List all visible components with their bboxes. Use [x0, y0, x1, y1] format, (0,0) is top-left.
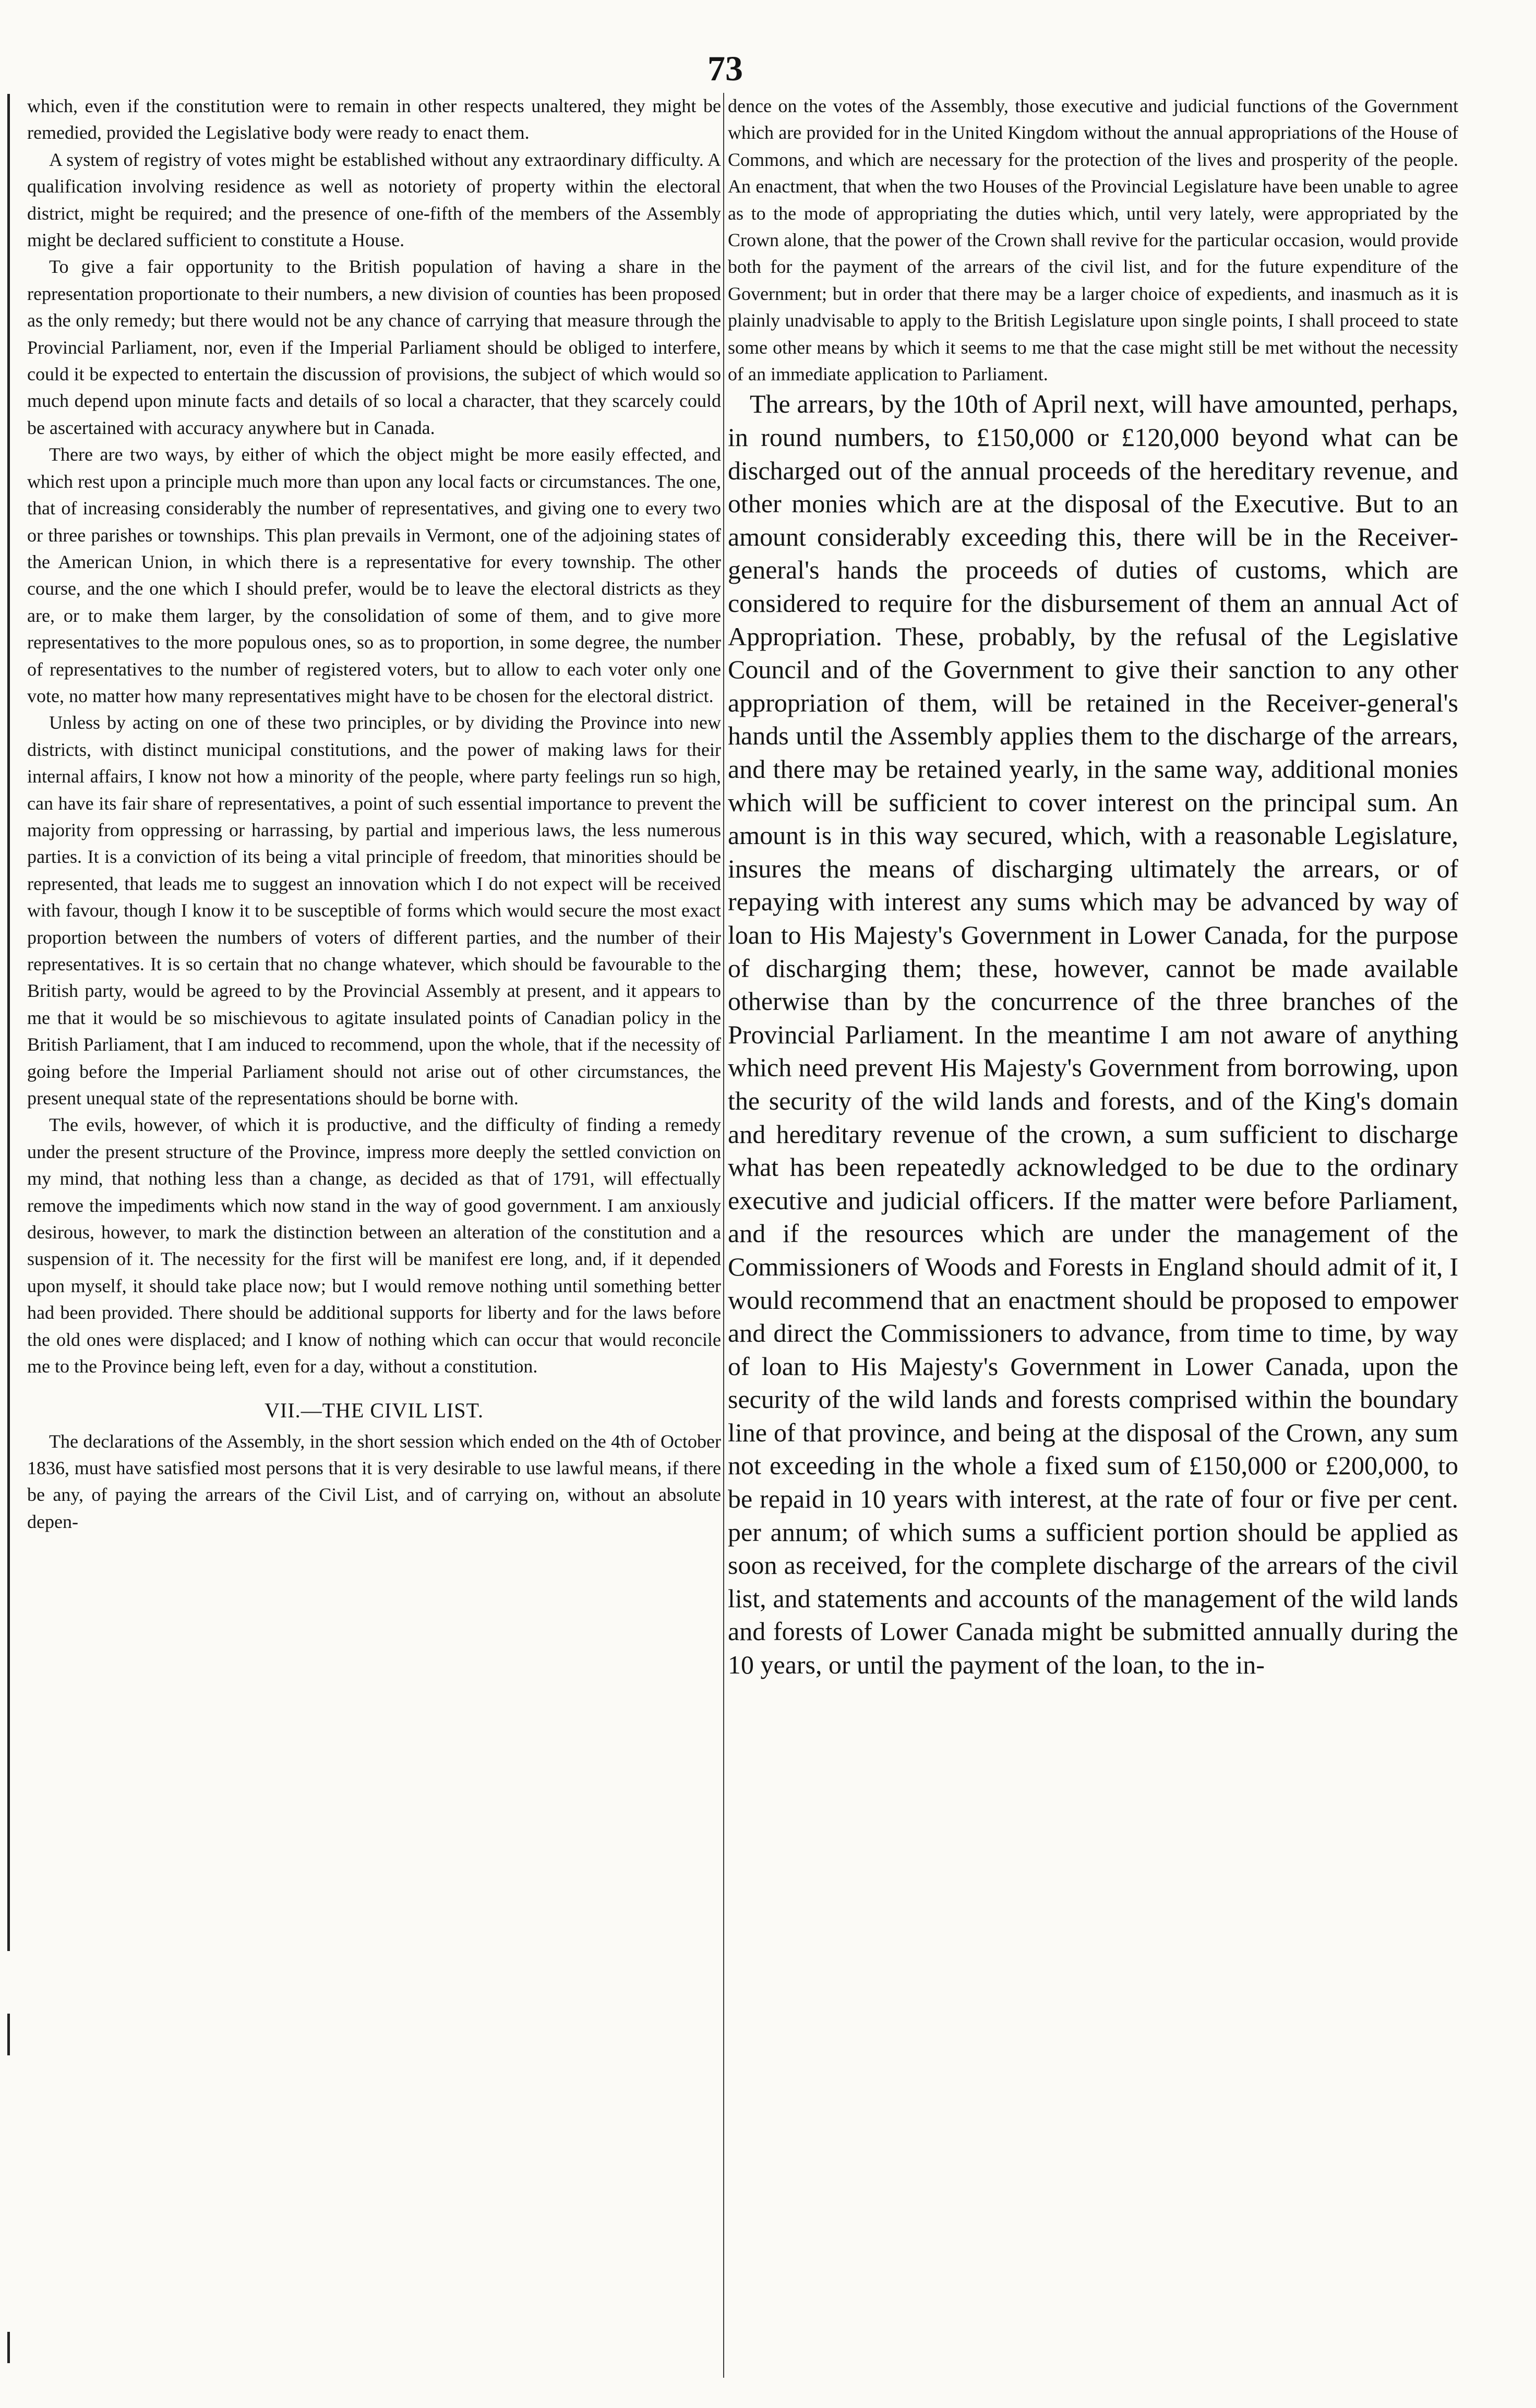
margin-scan-mark-upper — [7, 94, 10, 1951]
paragraph: Unless by acting on one of these two principles, or by dividing the Province into new districts, with distinct municipal constitutions, and the power of making laws for their internal affairs, I know not how a minority of the people, where party feelings run so high, can have its fair share of representatives, a point of such essential importance to prevent the majority from oppressing or harrassing, by partial and imperious laws, the less numerous parties. It is a conviction of its being a vital principle of freedom, that minorities should be represented, that leads me to suggest an innovation which I do not expect will be received with favour, though I know it to be susceptible of forms which would secure the most exact proportion between the numbers of voters of different parties, and the number of their representatives. It is so certain that no change whatever, which should be favourable to the British party, would be agreed to by the Provincial Assembly at present, and it appears to me that it would be so mischievous to agitate insulated points of Canadian policy in the British Parliament, that I am induced to recommend, upon the whole, that if the necessity of going before the Imperial Parliament should not arise out of other circumstances, the present unequal state of the representations should be borne with. — [27, 712, 721, 1109]
paragraph: To give a fair opportunity to the British population of having a share in the representation proportionate to their numbers, a new division of counties has been proposed as the only remedy; but there would not be any chance of carrying that measure through the Provincial Parliament, nor, even if the Imperial Parliament should be obliged to interfere, could it be expected to entertain the discussion of provisions, the subject of which would so much depend upon minute facts and details of so local a character, that they scarcely could be ascertained with accuracy anywhere but in Canada. — [27, 256, 721, 438]
paragraph: dence on the votes of the Assembly, those executive and judicial functions of the Government which are provided for in the United Kingdom without the annual appropriations of the House of Commons, and which are necessary for the protection of the lives and prosperity of the people. An enactment, that when the two Houses of the Provincial Legislature have been unable to agree as to the mode of appropriating the duties which, until very lately, were appropriated by the Crown alone, that the power of the Crown shall revive for the particular occasion, would provide both for the payment of the arrears of the civil list, and for the future expenditure of the Government; but in order that there may be a larger choice of expedients, and inasmuch as it is plainly unadvisable to apply to the British Legislature upon single points, I shall proceed to state some other means by which it seems to me that the case might still be met without the necessity of an immediate application to Parliament. — [728, 95, 1458, 385]
paragraph: There are two ways, by either of which the object might be more easily effected, and which rest upon a principle much more than upon any local facts or circumstances. The one, that of increasing considerably the number of representatives, and giving one to every two or three parishes or townships. This plan prevails in Vermont, one of the adjoining states of the American Union, in which there is a representative for every township. The other course, and the one which I should prefer, would be to leave the electoral districts as they are, or to make them larger, by the consolidation of some of them, and to give more representatives to the more populous ones, so as to proportion, in some degree, the number of representatives to the number of registered voters, but to allow to each voter only one vote, no matter how many representatives might have to be chosen for the electoral district. — [27, 444, 721, 706]
right-column — [728, 93, 1458, 1682]
column-divider — [723, 93, 724, 2378]
paragraph: A system of registry of votes might be established without any extraordinary difficulty. A qualification involving residence as well as notoriety of property within the electoral district, might be required; and the presence of one-fifth of the members of the Assembly might be declared sufficient to constitute a House. — [27, 149, 721, 251]
paragraph: which, even if the constitution were to remain in other respects unaltered, they might be remedied, provided the Legislative body were ready to enact them. — [27, 95, 721, 143]
paragraph: The evils, however, of which it is productive, and the difficulty of finding a remedy under the present structure of the Province, impress more deeply the settled conviction on my mind, that nothing less than a change, as decided as that of 1791, will effectually remove the impediments which now stand in the way of good government. I am anxiously desirous, however, to mark the distinction between an alteration of the constitution and a suspension of it. The necessity for the first will be manifest ere long, and, if it depended upon myself, it should take place now; but I would remove nothing until something better had been provided. There should be additional supports for liberty and for the laws before the old ones were displaced; and I know of nothing which can occur that would reconcile me to the Province being left, even for a day, without a constitution. — [27, 1114, 721, 1377]
page-number: 73 — [707, 49, 743, 88]
section-heading: VII.—THE CIVIL LIST. — [265, 1398, 484, 1422]
margin-scan-mark-middle — [7, 2014, 10, 2055]
margin-scan-mark-lower — [7, 2332, 10, 2363]
paragraph: The declarations of the Assembly, in the short session which ended on the 4th of October 1836, must have satisfied most persons that it is very desirable to use lawful means, if there be any, of paying the arrears of the Civil List, and of carrying on, without an absolute depen- — [27, 1430, 721, 1532]
paragraph: The arrears, by the 10th of April next, will have amounted, perhaps, in round numbers, to £150,000 or £120,000 beyond what can be discharged out of the annual proceeds of the hereditary revenue, and other monies which are at the disposal of the Executive. But to an amount considerably exceeding this, there will be in the Receiver-general's hands the proceeds of duties of customs, which are considered to require for the disbursement of them an annual Act of Appropriation. These, probably, by the refusal of the Legislative Council and of the Government to give their sanction to any other appropriation of them, will be retained in the Receiver-general's hands until the Assembly applies them to the discharge of the arrears, and there may be retained yearly, in the same way, additional monies which will be sufficient to cover interest on the principal sum. An amount is in this way secured, which, with a reasonable Legislature, insures the means of discharging ultimately the arrears, or of repaying with interest any sums which may be advanced by way of loan to His Majesty's Government in Lower Canada, for the purpose of discharging them; these, however, cannot be made available otherwise than by the concurrence of the three branches of the Provincial Parliament. In the meantime I am not aware of anything which need prevent His Majesty's Government from borrowing, upon the security of the wild lands and forests, and of the King's domain and hereditary revenue of the crown, a sum sufficient to discharge what has been repeatedly acknowledged to be due to the ordinary executive and judicial officers. If the matter were before Parliament, and if the resources which are under the management of the Commissioners of Woods and Forests in England should admit of it, I would recommend that an enactment should be proposed to empower and direct the Commissioners to advance, from time to time, by way of loan to His Majesty's Government in Lower Canada, upon the security of the wild lands and forests comprised within the boundary line of that province, and being at the disposal of the Crown, any sum not exceeding in the whole a fixed sum of £150,000 or £200,000, to be repaid in 10 years with interest, at the rate of four or five per cent. per annum; of which sums a sufficient portion should be applied as soon as received, for the complete discharge of the arrears of the civil list, and statements and accounts of the management of the wild lands and forests of Lower Canada might be submitted annually during the 10 years, or until the payment of the loan, to the in- — [728, 389, 1458, 1680]
left-column — [27, 93, 721, 1535]
